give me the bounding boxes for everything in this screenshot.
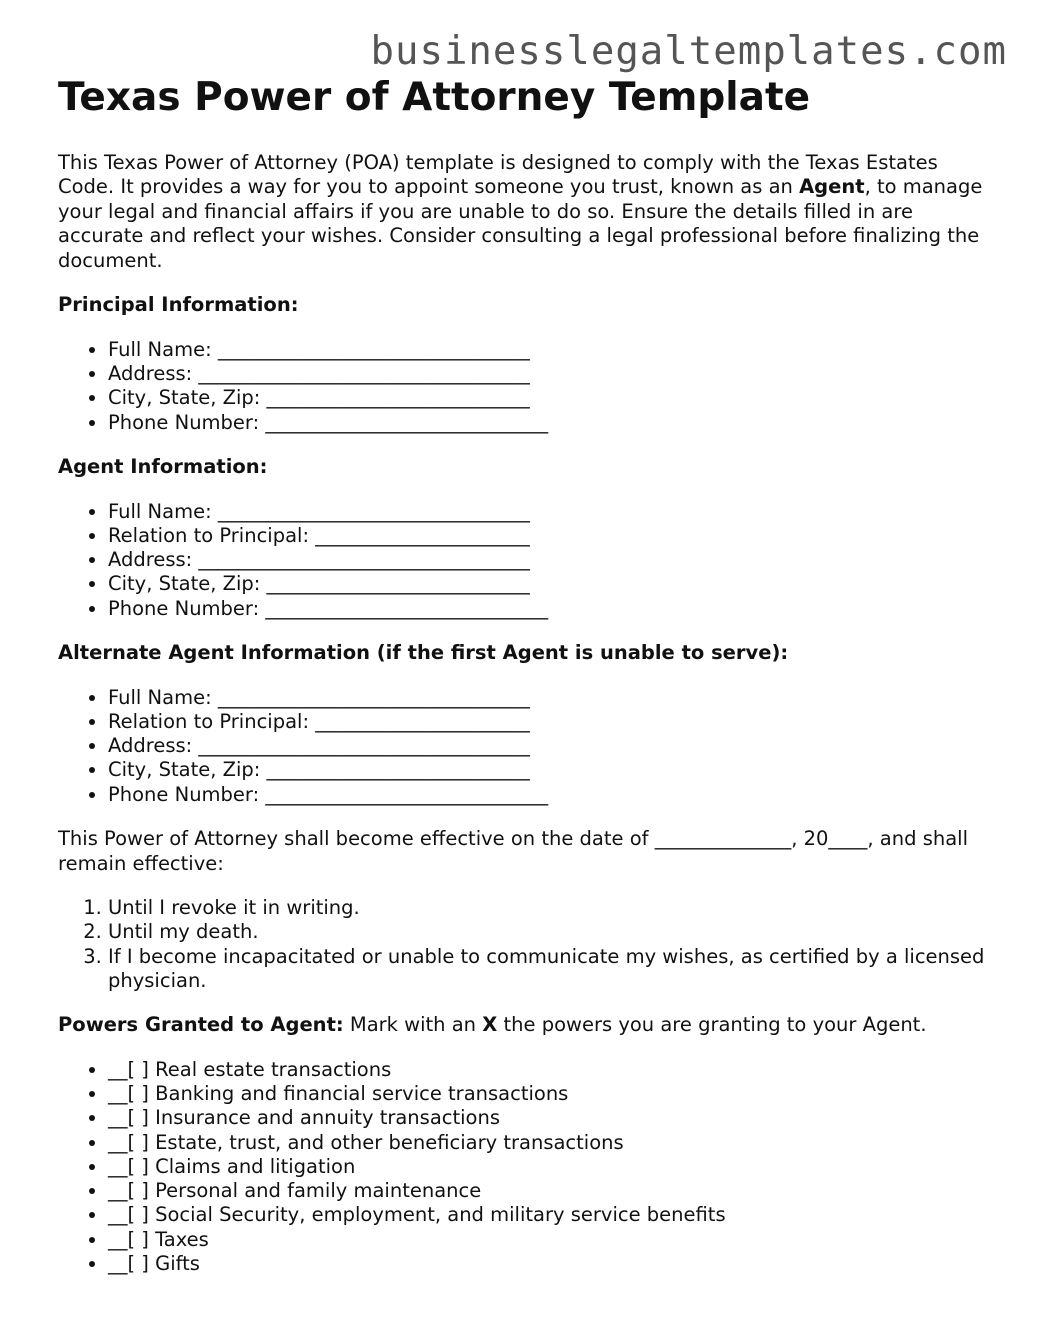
powers-instruction-x: X: [482, 1013, 498, 1037]
power-family-maintenance-checkbox[interactable]: • __[ ] Personal and family maintenance: [108, 1179, 988, 1203]
agent-field-relation[interactable]: • Relation to Principal: ______________________: [108, 524, 988, 548]
principal-field-address[interactable]: • Address: __________________________________: [108, 362, 988, 386]
principal-field-full-name[interactable]: • Full Name: ________________________________: [108, 338, 988, 362]
agent-field-city-state-zip[interactable]: • City, State, Zip: ___________________________: [108, 572, 988, 596]
intro-paragraph: [58, 151, 988, 274]
condition-revoke: 1. Until I revoke it in writing.: [108, 896, 988, 920]
intro-text-2: , to manage your legal and financial affairs if you are unable to do so. Ensure the details filled in are accurate and reflect your wishes. Consider consulting a legal professional before finalizing the document.: [58, 175, 983, 272]
power-insurance-checkbox[interactable]: • __[ ] Insurance and annuity transactions: [108, 1106, 988, 1130]
condition-incapacity: 3. If I become incapacitated or unable to communicate my wishes, as certified by a licensed physician.: [108, 945, 988, 994]
power-social-security-checkbox[interactable]: • __[ ] Social Security, employment, and military service benefits: [108, 1203, 988, 1227]
alternate-field-full-name[interactable]: • Full Name: ________________________________: [108, 686, 988, 710]
agent-field-address[interactable]: • Address: __________________________________: [108, 548, 988, 572]
powers-instruction: [58, 1013, 988, 1038]
power-gifts-checkbox[interactable]: • __[ ] Gifts: [108, 1252, 988, 1276]
agent-fields-list: [58, 500, 988, 621]
principal-field-phone[interactable]: • Phone Number: _____________________________: [108, 411, 988, 435]
condition-death: 2. Until my death.: [108, 920, 988, 944]
power-banking-checkbox[interactable]: • __[ ] Banking and financial service transactions: [108, 1082, 988, 1106]
effective-date-paragraph[interactable]: This Power of Attorney shall become effective on the date of ______________, 20____, and shall remain effective:: [58, 827, 968, 875]
agent-field-phone[interactable]: • Phone Number: _____________________________: [108, 597, 988, 621]
alternate-agent-heading: Alternate Agent Information (if the first Agent is unable to serve):: [58, 641, 789, 665]
document-title: Texas Power of Attorney Template: [58, 75, 811, 120]
power-real-estate-checkbox[interactable]: • __[ ] Real estate transactions: [108, 1058, 988, 1082]
power-estate-trust-checkbox[interactable]: • __[ ] Estate, trust, and other beneficiary transactions: [108, 1131, 988, 1155]
effective-conditions-list: [58, 896, 988, 993]
agent-field-full-name[interactable]: • Full Name: ________________________________: [108, 500, 988, 524]
alternate-field-phone[interactable]: • Phone Number: _____________________________: [108, 783, 988, 807]
alternate-field-relation[interactable]: • Relation to Principal: ______________________: [108, 710, 988, 734]
site-watermark: businesslegaltemplates.com: [370, 29, 1007, 74]
intro-text-1: This Texas Power of Attorney (POA) template is designed to comply with the Texas Estates Code. It provides a way for you to appoint someone you trust, known as an: [58, 150, 938, 199]
power-claims-litigation-checkbox[interactable]: • __[ ] Claims and litigation: [108, 1155, 988, 1179]
powers-list: [58, 1058, 988, 1277]
principal-fields-list: [58, 338, 988, 435]
principal-heading: Principal Information:: [58, 293, 299, 317]
alternate-field-city-state-zip[interactable]: • City, State, Zip: ___________________________: [108, 758, 988, 782]
document-page: [58, 76, 988, 1276]
agent-heading: Agent Information:: [58, 455, 268, 479]
powers-instruction-post: the powers you are granting to your Agent.: [497, 1013, 927, 1037]
principal-field-city-state-zip[interactable]: • City, State, Zip: ___________________________: [108, 386, 988, 410]
powers-instruction-pre: Mark with an: [343, 1013, 483, 1037]
power-taxes-checkbox[interactable]: • __[ ] Taxes: [108, 1228, 988, 1252]
powers-heading: Powers Granted to Agent:: [58, 1013, 344, 1037]
intro-agent-term: Agent: [799, 175, 865, 199]
alternate-agent-fields-list: [58, 686, 988, 807]
alternate-field-address[interactable]: • Address: __________________________________: [108, 734, 988, 758]
